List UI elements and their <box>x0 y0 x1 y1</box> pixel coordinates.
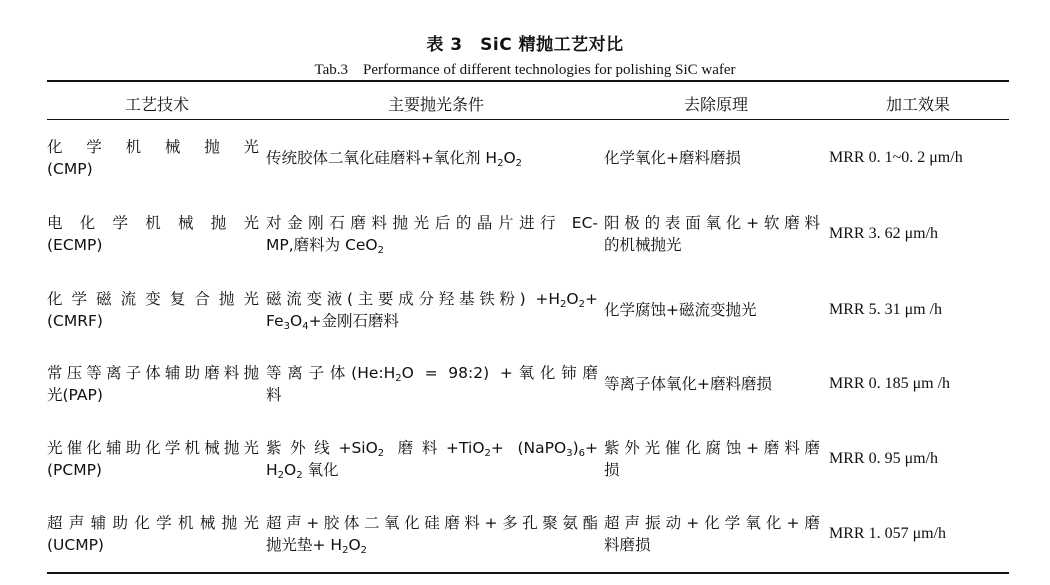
process-line: 光催化辅助化学机械抛光 <box>47 438 259 457</box>
cell-process <box>47 196 259 271</box>
table-row <box>47 346 1009 421</box>
principle-line: 等离子体氧化+磨料磨损 <box>604 374 772 393</box>
cell-process <box>47 496 259 571</box>
cell-principle <box>604 496 820 571</box>
effect-value: MRR 0. 1~0. 2 μm/h <box>829 148 963 166</box>
table-caption-en: Tab.3 Performance of different technologies for polishing SiC wafer <box>314 62 736 78</box>
table-row <box>47 120 1009 195</box>
process-line: 超声辅助化学机械抛光 <box>47 513 259 532</box>
principle-line: 损 <box>604 460 620 479</box>
cell-process <box>47 120 259 195</box>
effect-value: MRR 0. 185 μm /h <box>829 374 951 392</box>
cell-conditions <box>266 421 598 496</box>
cell-principle <box>604 421 820 496</box>
cell-effect <box>829 196 1009 271</box>
table-row <box>47 496 1009 571</box>
effect-value: MRR 0. 95 μm/h <box>829 449 939 467</box>
cell-principle <box>604 346 820 421</box>
process-line: 电化学机械抛光 <box>47 213 259 232</box>
principle-line: 化学氧化+磨料磨损 <box>604 148 741 167</box>
table-row <box>47 421 1009 496</box>
cell-process <box>47 346 259 421</box>
principle-line: 化学腐蚀+磁流变抛光 <box>604 300 757 319</box>
process-line: (CMP) <box>47 159 93 178</box>
cell-effect <box>829 272 1009 347</box>
cell-principle <box>604 196 820 271</box>
cell-process <box>47 272 259 347</box>
process-line: 化学磁流变复合抛光 <box>47 289 259 308</box>
principle-line: 紫外光催化腐蚀+磨料磨 <box>604 438 820 457</box>
condition-line: 料 <box>266 385 282 404</box>
cell-principle <box>604 120 820 195</box>
condition-line: MP,磨料为 CeO$_2$ <box>266 235 385 256</box>
condition-line: 抛光垫+ $H_2O_2$ <box>266 535 368 556</box>
condition-line: 传统胶体二氧化硅磨料+氧化剂 $H_2O_2$ <box>266 148 523 169</box>
cell-effect <box>829 346 1009 421</box>
cell-conditions <box>266 496 598 571</box>
header-conditions: 主要抛光条件 <box>387 95 484 114</box>
condition-line: $Fe_3O_4+$金刚石磨料 <box>266 311 400 332</box>
condition-line: 紫外线+SiO$_2$ 磨料$+TiO_2+ (NaPO_3)_6+$ <box>266 438 598 459</box>
cell-principle <box>604 272 820 347</box>
bottom-rule <box>47 572 1009 574</box>
cell-effect <box>829 421 1009 496</box>
principle-line: 的机械抛光 <box>604 235 682 254</box>
cell-process <box>47 421 259 496</box>
cell-conditions <box>266 120 598 195</box>
header-effect: 加工效果 <box>885 95 950 114</box>
process-line: 化学机械抛光 <box>47 137 259 156</box>
process-line: 光(PAP) <box>47 385 103 404</box>
cell-effect <box>829 120 1009 195</box>
principle-line: 超声振动+化学氧化+磨 <box>604 513 820 532</box>
condition-line: 超声+胶体二氧化硅磨料+多孔聚氨酯 <box>266 513 598 532</box>
condition-line: 对金刚石磨料抛光后的晶片进行 EC- <box>266 213 598 232</box>
principle-line: 料磨损 <box>604 535 651 554</box>
effect-value: MRR 1. 057 μm/h <box>829 524 947 542</box>
effect-value: MRR 5. 31 μm /h <box>829 300 943 318</box>
cell-conditions <box>266 346 598 421</box>
cell-conditions <box>266 272 598 347</box>
process-line: (CMRF) <box>47 311 103 330</box>
process-line: (UCMP) <box>47 535 104 554</box>
process-line: 常压等离子体辅助磨料抛 <box>47 363 259 382</box>
condition-line: 等离子体($He:H_2O$ = 98:2) +氧化铈磨 <box>266 363 598 384</box>
condition-line: 磁流变液(主要成分羟基铁粉) $+H_2O_2+$ <box>266 289 598 310</box>
top-rule <box>47 80 1009 82</box>
cell-conditions <box>266 196 598 271</box>
cell-effect <box>829 496 1009 571</box>
condition-line: $H_2O_2$ 氧化 <box>266 460 339 481</box>
table-row <box>47 272 1009 347</box>
header-process: 工艺技术 <box>124 95 189 114</box>
header-principle: 去除原理 <box>683 95 748 114</box>
table-caption-cn: 表 3 SiC 精抛工艺对比 <box>426 35 624 55</box>
process-line: (PCMP) <box>47 460 102 479</box>
effect-value: MRR 3. 62 μm/h <box>829 224 939 242</box>
process-line: (ECMP) <box>47 235 103 254</box>
principle-line: 阳极的表面氧化+软磨料 <box>604 213 820 232</box>
table-row <box>47 196 1009 271</box>
